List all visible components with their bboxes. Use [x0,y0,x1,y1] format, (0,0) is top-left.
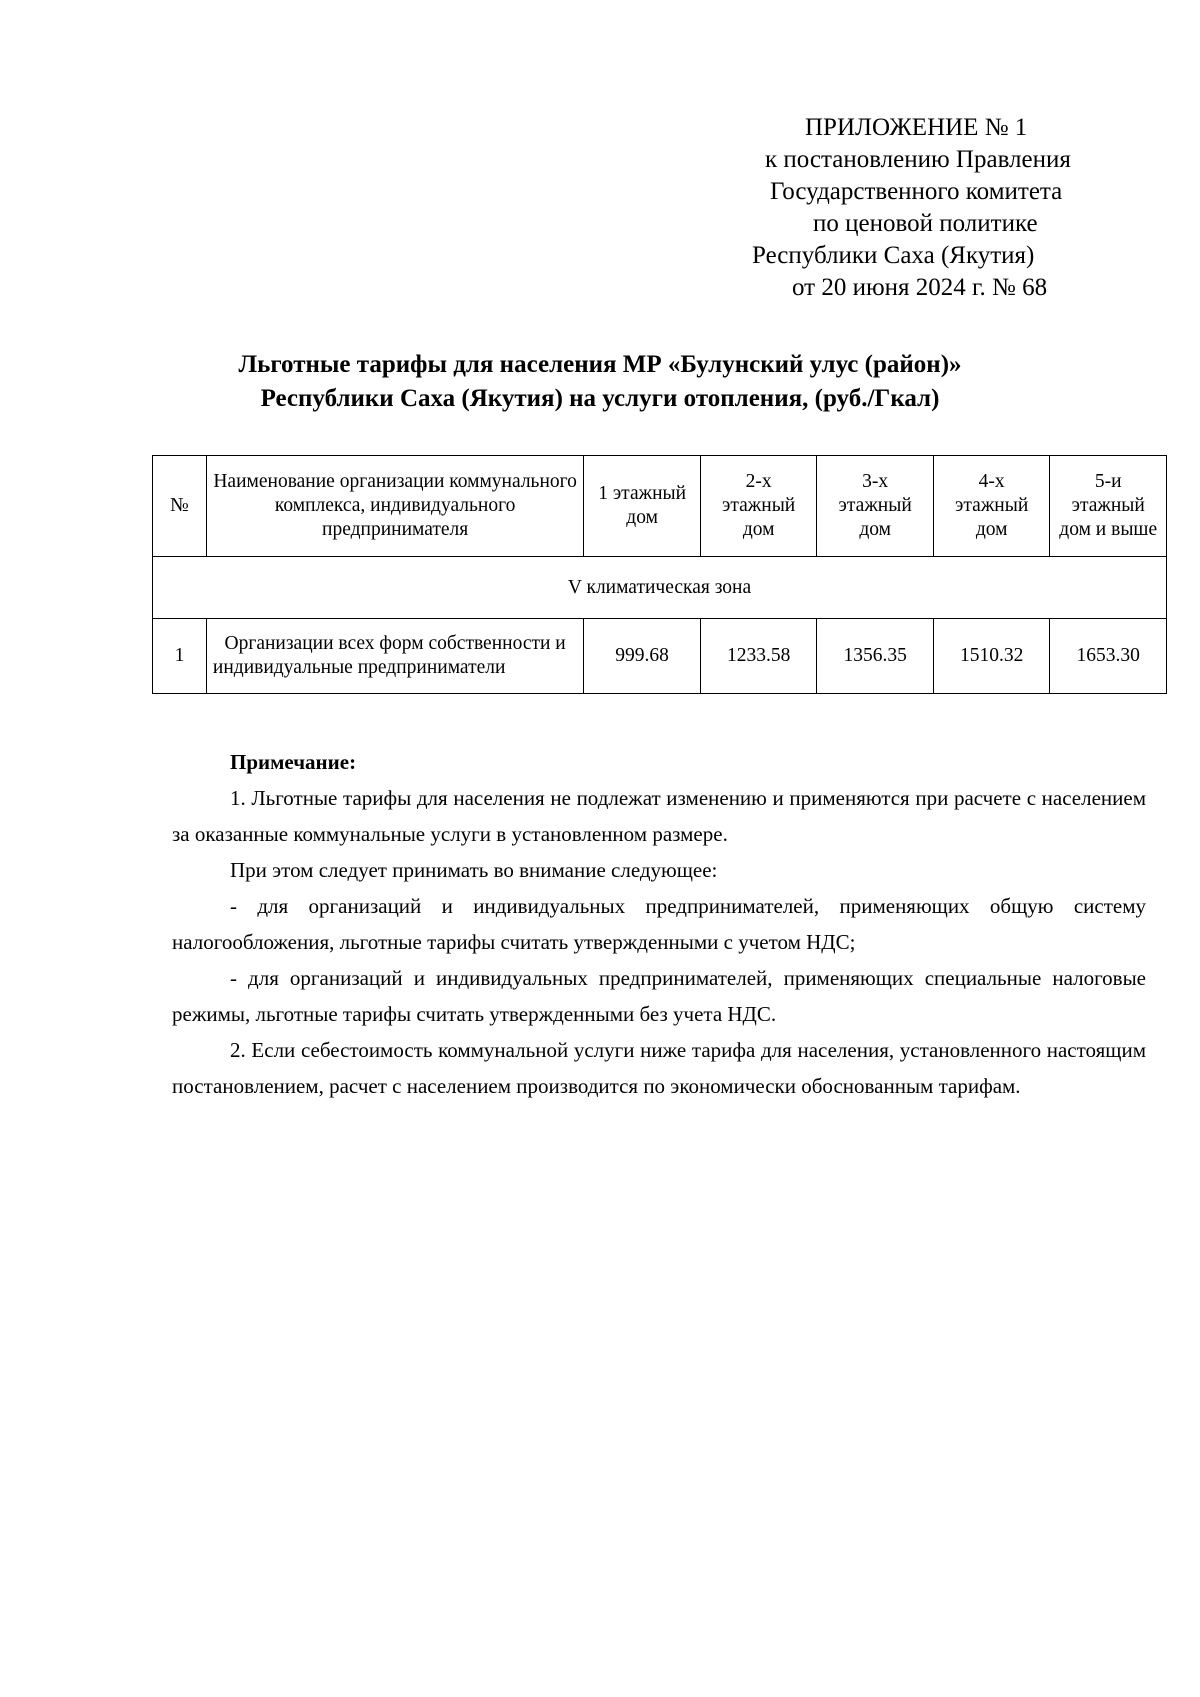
row-tariff-3-floor: 1356.35 [817,619,934,694]
header-4-floor: 4-х этажный дом [933,456,1050,557]
appendix-date-line: от 20 июня 2024 г. № 68 [792,274,1048,301]
table-header-row [153,456,1167,557]
climate-zone-row [153,557,1167,619]
row-tariff-2-floor: 1233.58 [700,619,817,694]
table-row [153,619,1167,694]
notes-section [172,744,1146,1104]
appendix-header [745,112,1125,304]
note-paragraph: 2. Если себестоимость коммунальной услуги ниже тарифа для населения, установленного настоящим постановлением, расчет с населением производится по экономически обоснованным тарифам. [172,1038,1146,1098]
document-title [150,348,1050,416]
row-org: Организации всех форм собственности и индивидуальные предприниматели [206,619,583,694]
header-num: № [153,456,207,557]
row-tariff-5-floor: 1653.30 [1050,619,1167,694]
note-paragraph: 1. Льготные тарифы для населения не подлежат изменению и применяются при расчете с населением за оказанные коммунальные услуги в установленном размере. [172,786,1146,846]
note-paragraph: - для организаций и индивидуальных предпринимателей, применяющих специальные налоговые режимы, льготные тарифы считать утвержденными без учета НДС. [172,966,1146,1026]
header-2-floor: 2-х этажный дом [700,456,817,557]
row-num: 1 [153,619,207,694]
note-paragraph: При этом следует принимать во внимание следующее: [230,858,718,882]
header-5-floor: 5-и этажный дом и выше [1050,456,1167,557]
appendix-number: ПРИЛОЖЕНИЕ № 1 [805,114,1028,141]
appendix-committee-line: Государственного комитета [770,178,1063,205]
appendix-republic-line: Республики Саха (Якутия) [752,242,1035,269]
note-paragraph: - для организаций и индивидуальных предпринимателей, применяющих общую систему налогообложения, льготные тарифы считать утвержденными с учетом НДС; [172,894,1146,954]
header-org: Наименование организации коммунального комплекса, индивидуального предпринимателя [206,456,583,557]
header-1-floor: 1 этажный дом [584,456,701,557]
appendix-reference-line: к постановлению Правления [765,146,1071,173]
notes-title: Примечание: [230,750,357,774]
appendix-policy-line: по ценовой политике [813,210,1038,237]
document-title-line-1: Льготные тарифы для населения МР «Булунский улус (район)» [238,351,962,378]
document-title-line-2: Республики Саха (Якутия) на услуги отопления, (руб./Гкал) [260,385,940,412]
header-3-floor: 3-х этажный дом [817,456,934,557]
tariff-table [152,455,1167,694]
row-tariff-1-floor: 999.68 [584,619,701,694]
climate-zone-label: V климатическая зона [153,557,1167,619]
row-tariff-4-floor: 1510.32 [933,619,1050,694]
